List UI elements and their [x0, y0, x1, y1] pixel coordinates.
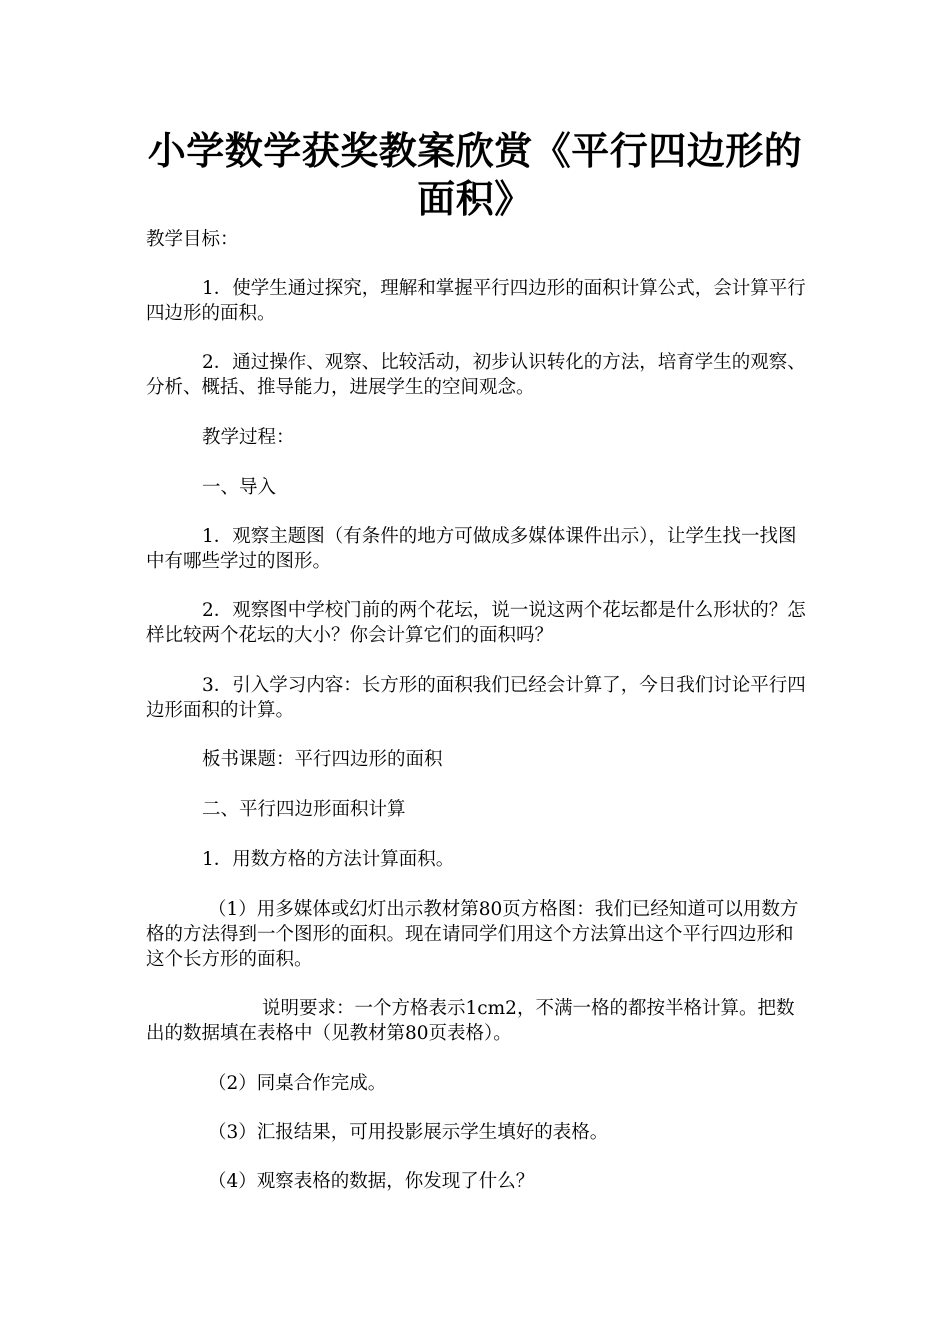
paragraph-objectives-heading: 教学目标： [146, 229, 239, 250]
paragraph-method-1: 1．用数方格的方法计算面积。 [202, 849, 455, 870]
paragraph-objective-1: 1．使学生通过探究，理解和掌握平行四边形的面积计算公式，会计算平行四边形的面积。 [146, 278, 806, 324]
paragraph-intro-2: 2．观察图中学校门前的两个花坛，说一说这两个花坛都是什么形状的？怎样比较两个花坛的大小？你会计算它们的面积吗？ [146, 600, 806, 646]
paragraph-objective-2: 2．通过操作、观察、比较活动，初步认识转化的方法，培育学生的观察、分析、概括、推导能力，进展学生的空间观念。 [146, 352, 806, 398]
paragraph-intro-3: 3．引入学习内容：长方形的面积我们已经会计算了，今日我们讨论平行四边形面积的计算。 [146, 675, 806, 721]
paragraph-section-1-heading: 一、导入 [202, 477, 277, 498]
paragraph-step-3: （3）汇报结果，可用投影展示学生填好的表格。 [208, 1122, 609, 1143]
paragraph-requirements: 说明要求：一个方格表示1cm2，不满一格的都按半格计算。把数出的数据填在表格中（见教材第80页表格）。 [146, 998, 795, 1044]
paragraph-section-2-heading: 二、平行四边形面积计算 [202, 799, 406, 820]
paragraph-process-heading: 教学过程： [202, 427, 295, 448]
paragraph-step-2: （2）同桌合作完成。 [208, 1073, 387, 1094]
paragraph-board-title: 板书课题：平行四边形的面积 [202, 749, 443, 770]
document-title-line-2: 面积》 [417, 177, 533, 221]
paragraph-step-1: （1）用多媒体或幻灯出示教材第80页方格图：我们已经知道可以用数方格的方法得到一个图形的面积。现在请同学们用这个方法算出这个平行四边形和这个长方形的面积。 [146, 899, 799, 970]
document-title-line-1: 小学数学获奖教案欣赏《平行四边形的 [147, 129, 803, 173]
paragraph-intro-1: 1．观察主题图（有条件的地方可做成多媒体课件出示），让学生找一找图中有哪些学过的图形。 [146, 526, 797, 572]
paragraph-step-4: （4）观察表格的数据，你发现了什么？ [208, 1171, 535, 1192]
